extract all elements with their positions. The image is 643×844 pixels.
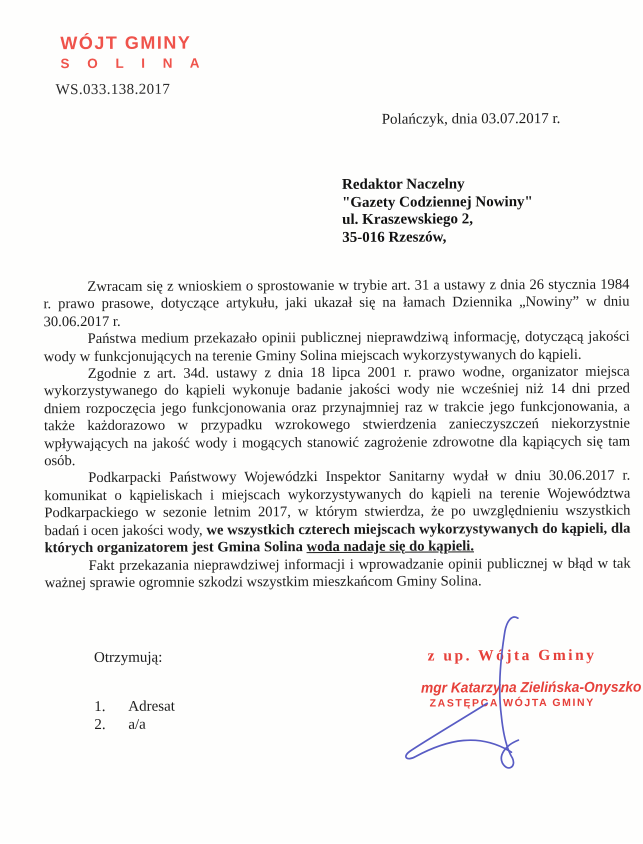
- signer-title: ZASTĘPCA WÓJTA GMINY: [429, 696, 595, 710]
- authority-name-line1: WÓJT GMINY: [60, 32, 192, 54]
- pen-signature-icon: [396, 607, 537, 788]
- text-run: Fakt przekazania nieprawdziwej informacji i wprowadzanie opinii publicznej w błąd w tak ważnej sprawie ogromnie szkodzi wszystkim mieszkańcom Gminy Solina.: [44, 555, 631, 592]
- signer-name: mgr Katarzyna Zielińska-Onyszko: [420, 679, 642, 697]
- recipients-heading: Otrzymują:: [93, 649, 163, 666]
- body-paragraph: [44, 329, 630, 366]
- reference-number: WS.033.138.2017: [55, 81, 171, 99]
- recipients-block: [94, 650, 175, 734]
- text-run: Podkarpacki Państwowy Wojewódzki Inspektor Sanitarny wydał w dniu 30.06.2017 r. komunikat o kąpieliskach i miejscach wykorzystywanych do kąpieli na terenie Województwa Podkarpackiego w sezonie letnim 2017, w którym stwierdza, że po uwzględnieniu wszystkich badań i ocen jakości wody,: [44, 468, 631, 539]
- list-item: [94, 716, 175, 734]
- text-run: Zwracam się z wnioskiem o sprostowanie w trybie art. 31 a ustawy z dnia 26 stycznia 1984 r. prawo prasowe, dotyczące artykułu, jaki ukazał się na łamach Dziennika „Nowiny” w dniu 30.06.2017 r.: [43, 276, 630, 331]
- list-item-number: 1.: [94, 698, 106, 715]
- list-item: [94, 699, 175, 717]
- list-item-label: Adresat: [128, 698, 175, 715]
- text-run: Państwa medium przekazało opinii publicznej nieprawdziwą informację, dotyczącą jakości wody w funkcjonujących na terenie Gminy Solina miejscach wykorzystywanych do kąpieli.: [43, 328, 630, 365]
- body-paragraphs: [43, 277, 630, 593]
- authority-name-line2: S O L I N A: [60, 55, 207, 72]
- signature-authorization: z up. Wójta Gminy: [427, 646, 597, 665]
- body-paragraph: [44, 468, 630, 558]
- addressee-line: "Gazety Codziennej Nowiny": [342, 193, 533, 211]
- addressee-line: Redaktor Naczelny: [341, 176, 465, 193]
- sender-authority-stamp: [60, 32, 207, 72]
- text-run: woda nadaje się do kąpieli.: [306, 538, 475, 556]
- list-item-number: 2.: [94, 716, 106, 733]
- list-item-label: a/a: [128, 716, 146, 733]
- text-run: we wszystkich czterech miejscach wykorzystywanych do kąpieli, dla których organizatorem jest Gmina Solina: [44, 520, 631, 557]
- addressee-line: 35-016 Rzeszów,: [342, 228, 447, 246]
- body-paragraph: [45, 555, 631, 592]
- body-paragraph: [44, 364, 630, 471]
- place-and-date: Polańczyk, dnia 03.07.2017 r.: [381, 110, 561, 128]
- body-paragraph: [43, 277, 629, 332]
- addressee-block: [342, 176, 533, 247]
- text-run: Zgodnie z art. 34d. ustawy z dnia 18 lipca 2001 r. prawo wodne, organizator miejsca wykorzystywanego do kąpieli wykonuje badanie jakości wody nie wcześniej niż 14 dni przed dniem rozpoczęcia jego funkcjonowania oraz przynajmniej raz w trakcie jego funkcjonowania, a także każdorazowo w przypadku wzrokowego stwierdzenia zanieczyszczeń niekorzystnie wpływających na jakość wody i mogących stanowić zagrożenie zdrowotne dla kąpiących się tam osób.: [43, 363, 631, 470]
- addressee-line: ul. Kraszewskiego 2,: [342, 211, 473, 228]
